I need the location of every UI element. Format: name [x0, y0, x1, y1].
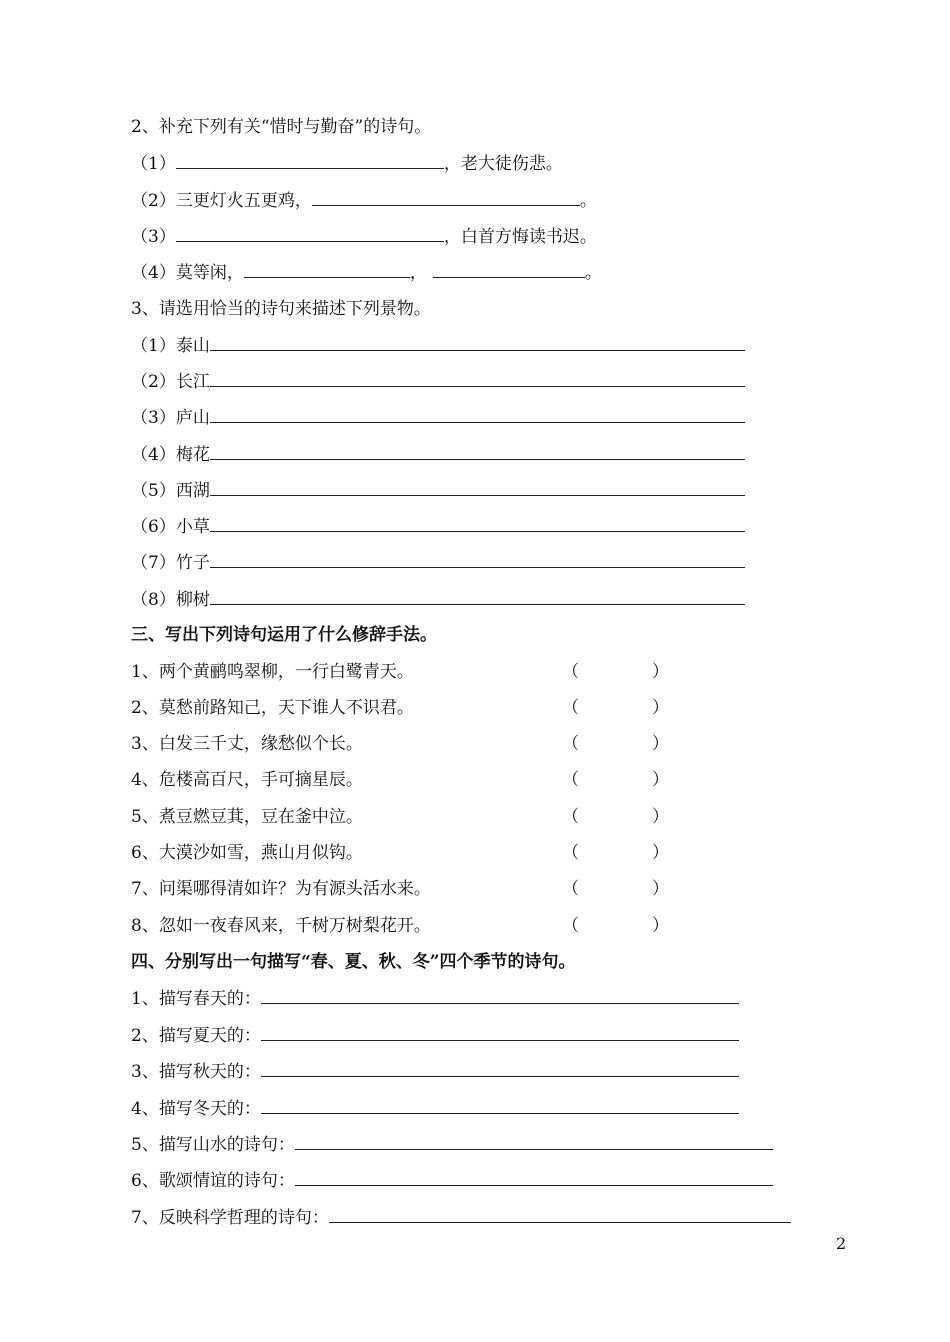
answer-blank[interactable]: [176, 225, 444, 242]
q3-heading: 3、请选用恰当的诗句来描述下列景物。: [131, 299, 431, 319]
answer-blank[interactable]: [261, 1024, 739, 1041]
q2-item-3-suffix: ，白首方悔读书迟。: [443, 227, 597, 247]
section-3-heading: 三、写出下列诗句运用了什么修辞手法。: [131, 625, 437, 645]
answer-blank[interactable]: [244, 261, 410, 278]
section-4-heading: 四、分别写出一句描写“春、夏、秋、冬”四个季节的诗句。: [131, 952, 576, 972]
paren-open: （: [562, 734, 579, 754]
paren-close: ）: [652, 734, 669, 754]
paren-open: （: [562, 843, 579, 863]
q3-item-label: （5）西湖: [131, 481, 210, 501]
q3-item-8: [131, 588, 745, 611]
q3-item-5: [131, 479, 745, 502]
q2-item-1: [131, 152, 563, 175]
q3-item-1: [131, 334, 745, 357]
answer-blank[interactable]: [433, 261, 585, 278]
q3-item-2: [131, 370, 745, 393]
q2-item-3-prefix: （3）: [131, 227, 176, 247]
q2-item-4: [131, 261, 602, 284]
sec4-item-label: 5、描写山水的诗句：: [131, 1135, 295, 1155]
sec4-item-4: [131, 1097, 739, 1120]
paren-close: ）: [652, 879, 669, 899]
answer-blank[interactable]: [329, 1206, 791, 1223]
q3-item-label: （8）柳树: [131, 590, 210, 610]
q3-item-label: （3）庐山: [131, 408, 210, 428]
paren-close: ）: [652, 916, 669, 936]
sec4-item-5: [131, 1133, 773, 1156]
sec4-item-label: 6、歌颂情谊的诗句：: [131, 1171, 295, 1191]
sec4-item-label: 1、描写春天的：: [131, 989, 261, 1009]
sec3-item-8: 8、忽如一夜春风来，千树万树梨花开。: [131, 916, 431, 936]
answer-blank[interactable]: [210, 515, 745, 532]
answer-blank[interactable]: [210, 334, 745, 351]
answer-blank[interactable]: [261, 1060, 739, 1077]
sec4-item-7: [131, 1206, 791, 1229]
sec3-item-2: 2、莫愁前路知己，天下谁人不识君。: [131, 698, 414, 718]
sec4-item-1: [131, 987, 739, 1010]
sec3-item-5: 5、煮豆燃豆萁，豆在釜中泣。: [131, 807, 363, 827]
sec4-item-2: [131, 1024, 739, 1047]
answer-blank[interactable]: [176, 152, 444, 169]
sec4-item-label: 3、描写秋天的：: [131, 1062, 261, 1082]
sec4-item-label: 2、描写夏天的：: [131, 1026, 261, 1046]
paren-close: ）: [652, 662, 669, 682]
q2-item-2-prefix: （2）三更灯火五更鸡，: [131, 191, 312, 211]
sec3-item-3: 3、白发三千丈，缘愁似个长。: [131, 734, 363, 754]
q2-item-3: [131, 225, 597, 248]
q3-item-7: [131, 551, 745, 574]
answer-blank[interactable]: [210, 406, 745, 423]
answer-blank[interactable]: [261, 987, 739, 1004]
sec4-item-label: 4、描写冬天的：: [131, 1099, 261, 1119]
paren-close: ）: [652, 698, 669, 718]
q2-item-1-suffix: ，老大徒伤悲。: [443, 154, 563, 174]
sec4-item-6: [131, 1169, 773, 1192]
sec3-item-1: 1、两个黄鹂鸣翠柳，一行白鹭青天。: [131, 662, 414, 682]
q3-item-3: [131, 406, 745, 429]
q2-heading: 2、补充下列有关“惜时与勤奋”的诗句。: [131, 117, 432, 137]
paren-open: （: [562, 770, 579, 790]
answer-blank[interactable]: [210, 479, 745, 496]
q3-item-label: （2）长江: [131, 372, 210, 392]
sec3-item-6: 6、大漠沙如雪，燕山月似钩。: [131, 843, 363, 863]
answer-blank[interactable]: [312, 189, 580, 206]
q2-item-2: [131, 189, 597, 212]
answer-blank[interactable]: [210, 443, 745, 460]
paren-open: （: [562, 698, 579, 718]
answer-blank[interactable]: [261, 1097, 739, 1114]
answer-blank[interactable]: [295, 1169, 773, 1186]
q3-item-label: （7）竹子: [131, 553, 210, 573]
sec3-item-4: 4、危楼高百尺，手可摘星辰。: [131, 770, 363, 790]
paren-close: ）: [652, 770, 669, 790]
q2-item-1-prefix: （1）: [131, 154, 176, 174]
paren-open: （: [562, 807, 579, 827]
q2-item-2-suffix: 。: [579, 191, 597, 211]
paren-open: （: [562, 879, 579, 899]
page-number: 2: [836, 1234, 847, 1253]
answer-blank[interactable]: [210, 551, 745, 568]
answer-blank[interactable]: [210, 370, 745, 387]
sec4-item-label: 7、反映科学哲理的诗句：: [131, 1208, 329, 1228]
sec4-item-3: [131, 1060, 739, 1083]
sec3-item-7: 7、问渠哪得清如许？为有源头活水来。: [131, 879, 431, 899]
q3-item-4: [131, 443, 745, 466]
answer-blank[interactable]: [295, 1133, 773, 1150]
paren-open: （: [562, 662, 579, 682]
q3-item-label: （1）泰山: [131, 336, 210, 356]
q2-item-4-suffix: 。: [584, 263, 602, 283]
paren-open: （: [562, 916, 579, 936]
q3-item-label: （4）梅花: [131, 445, 210, 465]
paren-close: ）: [652, 807, 669, 827]
q2-item-4-separator: ，: [409, 263, 427, 283]
answer-blank[interactable]: [210, 588, 745, 605]
q3-item-6: [131, 515, 745, 538]
q3-item-label: （6）小草: [131, 517, 210, 537]
q2-item-4-prefix: （4）莫等闲，: [131, 263, 244, 283]
paren-close: ）: [652, 843, 669, 863]
